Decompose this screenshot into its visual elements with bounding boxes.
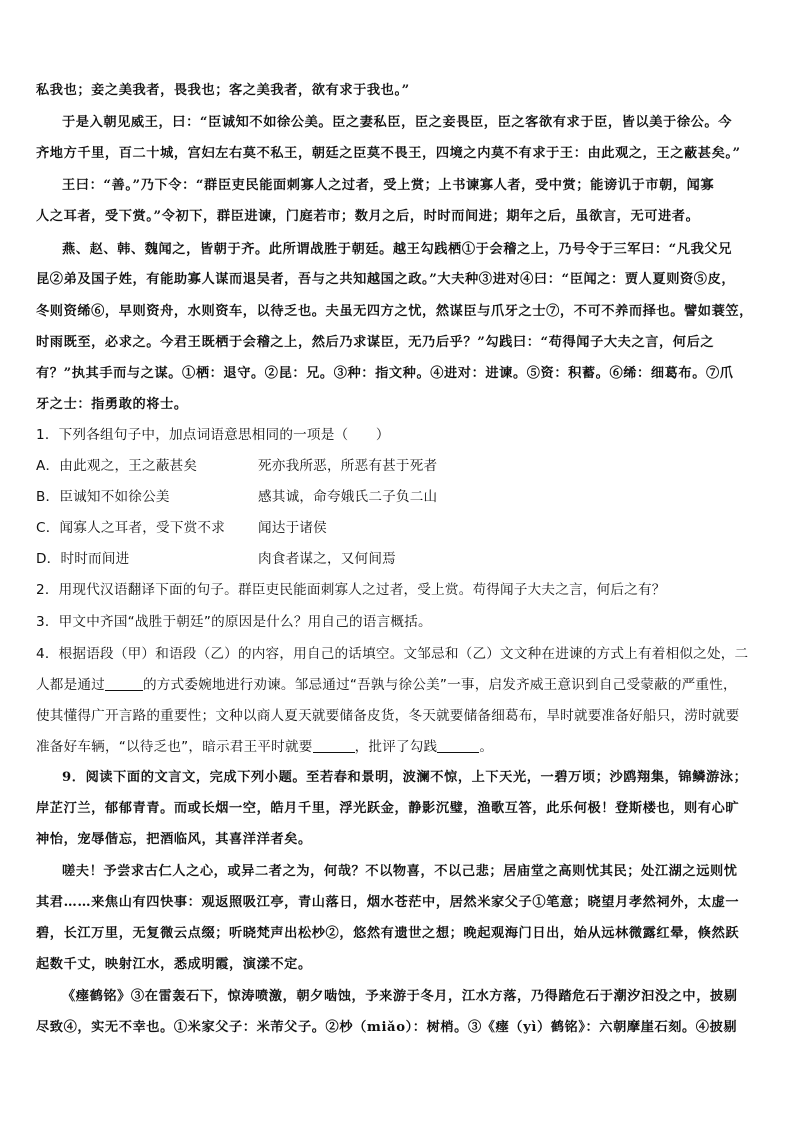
- passage-b-line-4: 时雨既至，必求之。今君王既栖于会稽之上，然后乃求谋臣，无乃后乎？”勾践曰：“苟得闻子大夫之言，何后之: [36, 335, 715, 350]
- option-c: [36, 518, 760, 538]
- option-c-right: 闻达于诸侯: [258, 520, 327, 536]
- question-4-line-4-text-a: 准备好车辆，“以待乏也”，暗示君王平时就要: [36, 739, 313, 755]
- question-9-line-2: 岸芷汀兰，郁郁青青。而或长烟一空，皓月千里，浮光跃金，静影沉璧，渔歌互答，此乐何极！登斯楼也，则有心旷: [36, 801, 740, 816]
- question-4-line-4-text-b: ，批评了勾践: [354, 739, 438, 755]
- question-3: 3．甲文中齐国“战胜于朝廷”的原因是什么？用自己的语言概括。: [36, 614, 432, 630]
- option-d: [36, 549, 760, 569]
- question-4-line-1: 4．根据语段（甲）和语段（乙）的内容，用自己的话填空。文邹忌和（乙）文文种在进谏的方式上有着相似之处，二: [36, 646, 749, 662]
- question-9-line-5: 其君……来焦山有四快事：观返照吸江亭，青山落日，烟水苍茫中，居然米家父子①笔意；晓望月孝然祠外，太虚一: [36, 895, 740, 910]
- question-4-line-2-text-a: 人都是通过: [36, 677, 105, 693]
- question-9-line-8: 《瘗鹤铭》③在雷轰石下，惊涛喷激，朝夕啮蚀，予来游于冬月，江水方落，乃得踏危石于潮汐汩没之中，披剔: [62, 989, 738, 1004]
- answer-blank-1[interactable]: [105, 676, 143, 691]
- passage-b-line-5: 有？”执其手而与之谋。①栖：退守。②昆：兄。③种：指文种。④进对：进谏。⑤资：积蓄。⑥𫄨：细葛布。⑦爪: [36, 366, 734, 381]
- option-b-left: B．臣诚知不如徐公美: [36, 489, 170, 505]
- option-a: [36, 456, 760, 476]
- question-4-line-4-text-c: 。: [479, 739, 494, 755]
- passage-a-line-2: 于是入朝见威王，曰：“臣诚知不如徐公美。臣之妻私臣，臣之妾畏臣，臣之客欲有求于臣，皆以美于徐公。今: [62, 115, 732, 130]
- passage-b-line-1: 燕、赵、韩、魏闻之，皆朝于齐。此所谓战胜于朝廷。越王勾践栖①于会稽之上，乃号令于三军曰：“凡我父兄: [62, 242, 732, 257]
- question-4-line-3: 使其懂得广开言路的重要性；文种以商人夏天就要储备皮货，冬天就要储备细葛布，旱时就要准备好船只，涝时就要: [36, 708, 740, 724]
- option-a-left: A．由此观之，王之蔽甚矣: [36, 458, 198, 474]
- question-4-line-2-text-b: 的方式委婉地进行劝谏。邹忌通过“吾孰与徐公美”一事，启发齐威王意识到自己受蒙蔽的严重性，: [142, 677, 737, 693]
- question-9-line-6: 碧，长江万里，无复微云点缀；听晓梵声出松杪②，悠然有遗世之想；晚起观海门日出，始从远林微露红晕，倏然跃: [36, 926, 740, 941]
- question-9-line-1: 9．阅读下面的文言文，完成下列小题。至若春和景明，波澜不惊，上下天光，一碧万顷；沙鸥翔集，锦鳞游泳；: [62, 770, 748, 785]
- answer-blank-3[interactable]: [437, 738, 479, 753]
- question-9-line-4: 嗟夫！予尝求古仁人之心，或异二者之为，何哉？不以物喜，不以己悲；居庙堂之高则忧其民；处江湖之远则忧: [62, 864, 738, 879]
- question-9-line-7: 起数千丈，映射江水，悉成明霞，演漾不定。: [36, 957, 312, 972]
- option-d-right: 肉食者谋之，又何间焉: [258, 551, 396, 567]
- question-4-line-4: [36, 737, 760, 757]
- passage-b-line-3: 冬则资𫄨⑥，早则资舟，水则资车，以待乏也。夫虽无四方之忧，然谋臣与爪牙之士⑦，不可不养而择也。譬如蓑笠，: [36, 304, 753, 319]
- option-b: [36, 487, 760, 507]
- option-c-left: C．闻寡人之耳者，受下赏不求: [36, 520, 226, 536]
- question-9-line-3: 神怡，宠辱偕忘，把酒临风，其喜洋洋者矣。: [36, 832, 312, 847]
- option-d-left: D．时时而间进: [36, 551, 130, 567]
- passage-a-line-4: 王曰：“善。”乃下令：“群臣吏民能面刺寡人之过者，受上赏；上书谏寡人者，受中赏；能谤讥于市朝，闻寡: [62, 178, 715, 193]
- option-a-right: 死亦我所恶，所恶有甚于死者: [258, 458, 438, 474]
- question-9-line-9: 尽致④，实无不幸也。①米家父子：米芾父子。②杪（miǎo）：树梢。③《瘗（yì）鹤铭》：六朝摩崖石刻。④披剔: [36, 1020, 738, 1035]
- question-4-line-2: [36, 675, 760, 695]
- passage-a-line-5: 人之耳者，受下赏。”令初下，群臣进谏，门庭若市；数月之后，时时而间进；期年之后，虽欲言，无可进者。: [36, 209, 700, 224]
- passage-b-line-6: 牙之士：指勇敢的将士。: [36, 397, 188, 412]
- answer-blank-2[interactable]: [313, 738, 355, 753]
- question-1-stem: 1．下列各组句子中，加点词语意思相同的一项是（ ）: [36, 427, 390, 443]
- question-2: 2．用现代汉语翻译下面的句子。群臣吏民能面刺寡人之过者，受上赏。苟得闻子大夫之言，何后之有？: [36, 582, 666, 598]
- option-b-right: 感其诚，命夸娥氏二子负二山: [258, 489, 438, 505]
- passage-b-line-2: 昆②弟及国子姓，有能助寡人谋而退吴者，吾与之共知越国之政。”大夫种③进对④曰：“臣闻之：贾人夏则资⑤皮，: [36, 272, 736, 287]
- passage-a-line-1: 私我也；妾之美我者，畏我也；客之美我者，欲有求于我也。”: [36, 83, 410, 98]
- passage-a-line-3: 齐地方千里，百二十城，宫妇左右莫不私王，朝廷之臣莫不畏王，四境之内莫不有求于王：由此观之，王之蔽甚矣。”: [36, 146, 741, 161]
